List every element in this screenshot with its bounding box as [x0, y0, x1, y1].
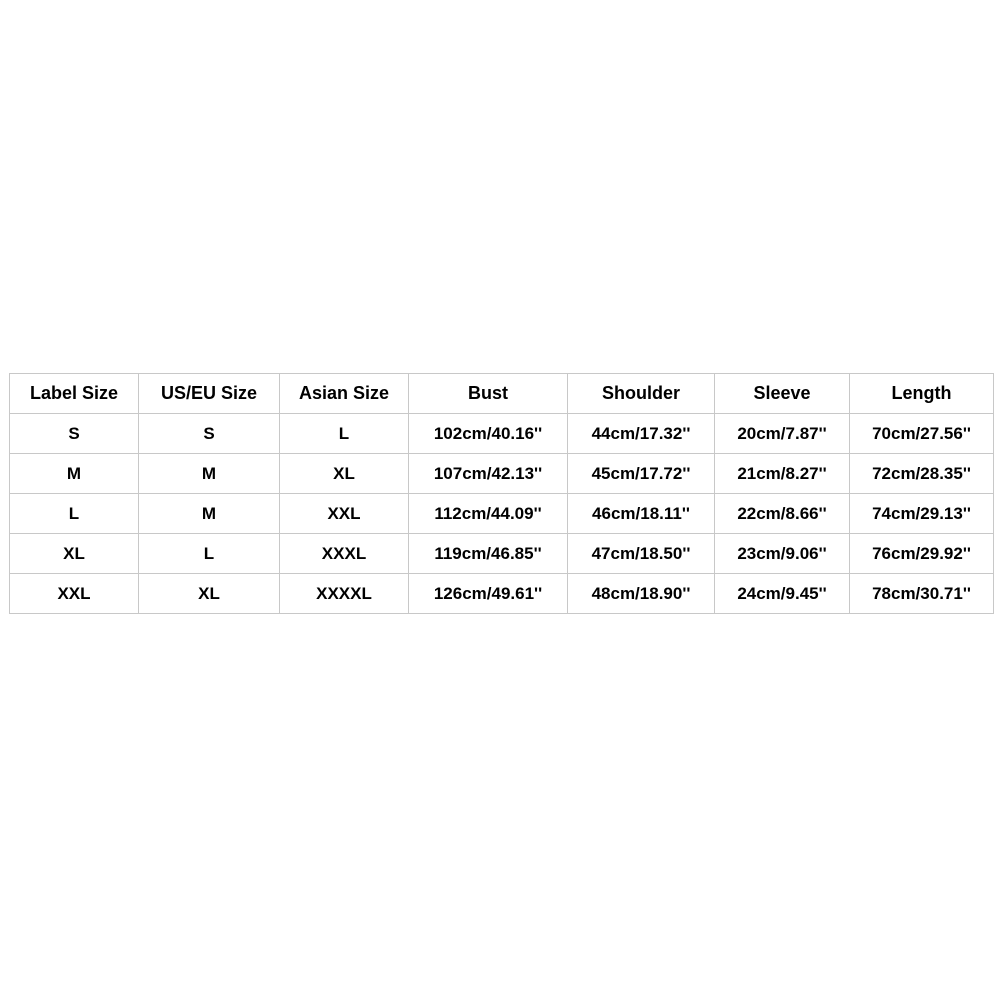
- table-cell: M: [139, 494, 280, 534]
- table-cell: M: [10, 454, 139, 494]
- table-cell: 21cm/8.27'': [715, 454, 850, 494]
- table-row: [10, 534, 994, 574]
- table-cell: 78cm/30.71'': [850, 574, 994, 614]
- header-sleeve: Sleeve: [715, 374, 850, 414]
- table-cell: 20cm/7.87'': [715, 414, 850, 454]
- header-bust: Bust: [409, 374, 568, 414]
- table-cell: 70cm/27.56'': [850, 414, 994, 454]
- table-row: [10, 574, 994, 614]
- table-cell: XL: [10, 534, 139, 574]
- table-cell: S: [139, 414, 280, 454]
- table-cell: 107cm/42.13'': [409, 454, 568, 494]
- size-chart-table: [9, 373, 994, 614]
- table-row: [10, 494, 994, 534]
- header-asian-size: Asian Size: [280, 374, 409, 414]
- table-cell: 48cm/18.90'': [568, 574, 715, 614]
- table-cell: XXXL: [280, 534, 409, 574]
- table-cell: 44cm/17.32'': [568, 414, 715, 454]
- table-cell: L: [280, 414, 409, 454]
- table-cell: 72cm/28.35'': [850, 454, 994, 494]
- table-cell: 45cm/17.72'': [568, 454, 715, 494]
- table-cell: L: [10, 494, 139, 534]
- table-cell: S: [10, 414, 139, 454]
- header-shoulder: Shoulder: [568, 374, 715, 414]
- table-cell: XXXXL: [280, 574, 409, 614]
- table-cell: 76cm/29.92'': [850, 534, 994, 574]
- table-cell: M: [139, 454, 280, 494]
- table-cell: 47cm/18.50'': [568, 534, 715, 574]
- table-cell: 24cm/9.45'': [715, 574, 850, 614]
- table-row: [10, 454, 994, 494]
- table-cell: 126cm/49.61'': [409, 574, 568, 614]
- table-row: [10, 414, 994, 454]
- table-cell: XXL: [10, 574, 139, 614]
- table-cell: 112cm/44.09'': [409, 494, 568, 534]
- table-cell: XL: [139, 574, 280, 614]
- table-cell: 74cm/29.13'': [850, 494, 994, 534]
- table-header-row: [10, 374, 994, 414]
- table-cell: XL: [280, 454, 409, 494]
- header-length: Length: [850, 374, 994, 414]
- table-cell: 46cm/18.11'': [568, 494, 715, 534]
- table-cell: XXL: [280, 494, 409, 534]
- table-cell: 22cm/8.66'': [715, 494, 850, 534]
- table-cell: 119cm/46.85'': [409, 534, 568, 574]
- table-cell: 23cm/9.06'': [715, 534, 850, 574]
- header-label-size: Label Size: [10, 374, 139, 414]
- table-cell: 102cm/40.16'': [409, 414, 568, 454]
- header-us-eu-size: US/EU Size: [139, 374, 280, 414]
- table-cell: L: [139, 534, 280, 574]
